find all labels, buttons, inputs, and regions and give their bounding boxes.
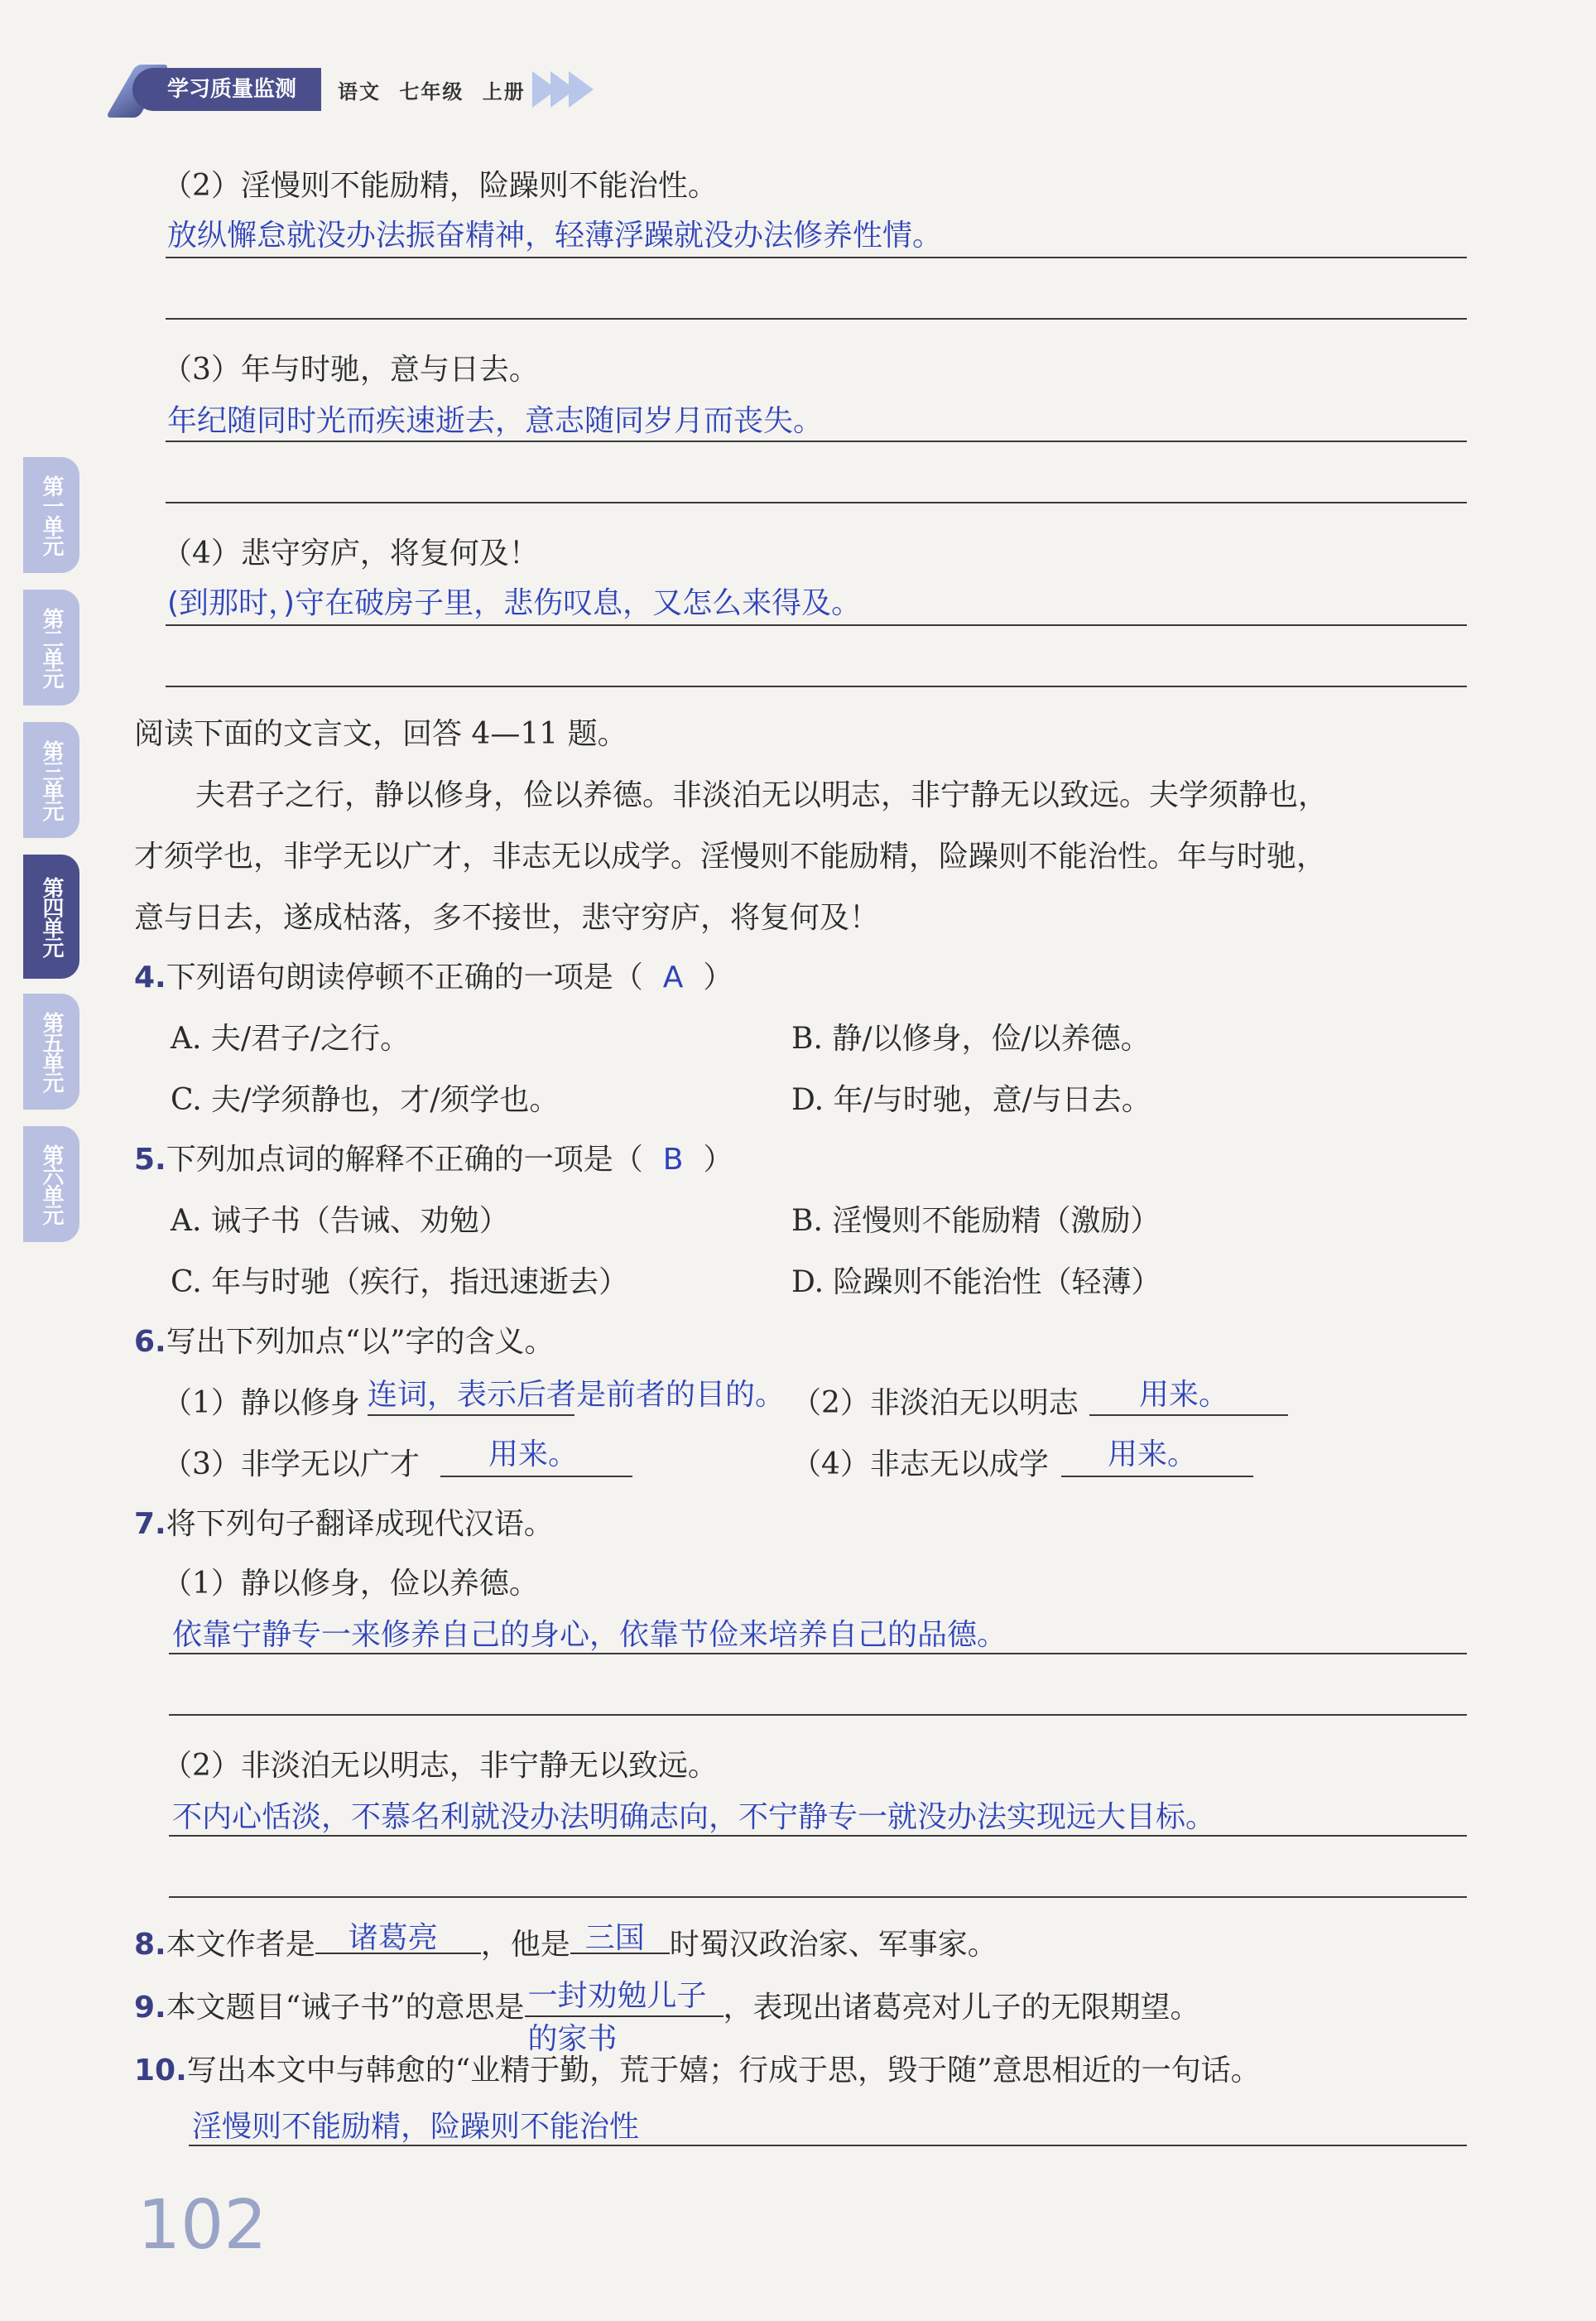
passage-line-3: 意与日去，遂成枯落，多不接世，悲守穷庐，将复何及！	[134, 901, 880, 935]
q5-stem	[134, 1136, 733, 1178]
page-number: 102	[137, 2186, 267, 2265]
q6-item-2-answer: 用来。	[1139, 1378, 1229, 1412]
blank-line	[368, 1414, 574, 1416]
q9-text-b: ，表现出诸葛亮对儿子的无限期望。	[723, 1991, 1200, 2025]
answer-line	[166, 686, 1467, 687]
q9-blank	[525, 1979, 723, 2056]
q9-answer-line2: 的家书	[527, 2022, 618, 2056]
q10-number: 10.	[134, 2054, 187, 2087]
s3-q4-prompt: （4）悲守穷庐，将复何及！	[162, 537, 539, 571]
series-tag: 学习质量监测	[132, 68, 321, 111]
q10-stem-text: 写出本文中与韩愈的“业精于勤，荒于嬉；行成于思，毁于随”意思相近的一句话。	[186, 2054, 1261, 2087]
q6-item-2-label: （2）非淡泊无以明志	[791, 1386, 1079, 1420]
q6-item-4-label: （4）非志无以成学	[791, 1447, 1049, 1481]
q5-answer: B	[662, 1143, 684, 1177]
q6-item-1-label: （1）静以修身	[162, 1386, 360, 1420]
answer-line	[166, 318, 1467, 320]
q8-text-a: 本文作者是	[166, 1928, 315, 1962]
passage-line-2: 才须学也，非学无以广才，非志无以成学。淫慢则不能励精，险躁则不能治性。年与时驰，	[134, 840, 1327, 874]
q4-option-a: A. 夫/君子/之行。	[171, 1022, 411, 1056]
q8-stem	[134, 1921, 997, 1963]
q5-option-c: C. 年与时驰（疾行，指迅速逝去）	[171, 1265, 629, 1299]
q8-text-c: 时蜀汉政治家、军事家。	[669, 1928, 997, 1962]
q5-option-d: D. 险躁则不能治性（轻薄）	[791, 1265, 1161, 1299]
subject-info: 语文 七年级 上册	[338, 79, 526, 104]
answer-line	[166, 624, 1467, 626]
q4-stem-text: 下列语句朗读停顿不正确的一项是（	[166, 961, 643, 994]
q4-stem	[134, 954, 733, 996]
q8-answer-1: 诸葛亮	[348, 1921, 438, 1955]
blank-line	[1089, 1414, 1288, 1416]
q4-option-d: D. 年/与时驰，意/与日去。	[791, 1083, 1151, 1117]
q5-stem-close: ）	[703, 1143, 733, 1177]
q6-item-3-answer: 用来。	[488, 1437, 579, 1471]
tab-unit-2[interactable]: 第二单元	[23, 590, 79, 705]
q8-blank-1	[315, 1923, 481, 1954]
q9-text-a: 本文题目“诫子书”的意思是	[166, 1991, 525, 2025]
q7-stem	[134, 1500, 554, 1543]
s3-q3-answer: 年纪随同时光而疾速逝去，意志随同岁月而丧失。	[167, 404, 824, 438]
q4-option-b: B. 静/以修身，俭/以养德。	[791, 1022, 1151, 1056]
q6-item-1-answer: 连词，表示后者是前者的目的。	[368, 1378, 786, 1412]
q9-stem	[134, 1979, 1200, 2056]
blank-line	[440, 1476, 632, 1477]
q4-option-c: C. 夫/学须静也，才/须学也。	[171, 1083, 560, 1117]
chevron-arrows-icon	[539, 71, 594, 108]
answer-line	[166, 441, 1467, 442]
q7-item-1-answer: 依靠宁静专一来修养自己的身心，依靠节俭来培养自己的品德。	[172, 1618, 1007, 1652]
tab-unit-3[interactable]: 第三单元	[23, 722, 79, 838]
q9-answer-line1: 一封劝勉儿子	[527, 1979, 707, 2013]
answer-line	[166, 502, 1467, 503]
q8-text-b: ，他是	[480, 1928, 570, 1962]
q6-item-3-label: （3）非学无以广才	[162, 1447, 420, 1481]
answer-line	[169, 1714, 1467, 1716]
q6-item-4-answer: 用来。	[1108, 1437, 1198, 1471]
q6-stem	[134, 1318, 555, 1360]
q4-answer: A	[662, 961, 684, 994]
page-header	[132, 68, 594, 111]
q6-number: 6.	[134, 1325, 166, 1359]
q7-item-2-prompt: （2）非淡泊无以明志，非宁静无以致远。	[162, 1749, 718, 1783]
tab-unit-1[interactable]: 第一单元	[23, 457, 79, 573]
s3-q4-answer: (到那时，)守在破房子里，悲伤叹息，又怎么来得及。	[167, 586, 862, 620]
passage-line-1: 夫君子之行，静以修身，俭以养德。非淡泊无以明志，非宁静无以致远。夫学须静也，	[195, 778, 1329, 812]
tab-unit-5[interactable]: 第五单元	[23, 994, 79, 1110]
q9-number: 9.	[134, 1991, 166, 2025]
answer-line	[169, 1896, 1467, 1898]
answer-line	[189, 2145, 1467, 2146]
tab-unit-6[interactable]: 第六单元	[23, 1126, 79, 1242]
s3-q3-prompt: （3）年与时驰，意与日去。	[162, 353, 539, 387]
q10-stem	[134, 2047, 1261, 2089]
q7-item-1-prompt: （1）静以修身，俭以养德。	[162, 1567, 539, 1601]
answer-line	[169, 1835, 1467, 1837]
q7-item-2-answer: 不内心恬淡，不慕名利就没办法明确志向，不宁静专一就没办法实现远大目标。	[172, 1800, 1216, 1834]
q4-number: 4.	[134, 961, 166, 994]
blank-line	[1061, 1476, 1253, 1477]
q10-answer: 淫慢则不能励精，险躁则不能治性	[192, 2110, 640, 2144]
q5-option-a: A. 诫子书（告诫、劝勉）	[171, 1204, 509, 1238]
q8-number: 8.	[134, 1928, 166, 1962]
q4-stem-close: ）	[703, 961, 733, 994]
answer-line	[169, 1653, 1467, 1654]
q5-number: 5.	[134, 1143, 166, 1177]
q6-stem-text: 写出下列加点“以”字的含义。	[166, 1325, 555, 1359]
reading-instruction: 阅读下面的文言文，回答 4—11 题。	[134, 717, 627, 751]
s3-q2-prompt: （2）淫慢则不能励精，险躁则不能治性。	[162, 169, 718, 203]
answer-line	[166, 257, 1467, 258]
q5-option-b: B. 淫慢则不能励精（激励）	[791, 1204, 1161, 1238]
q8-answer-2: 三国	[584, 1921, 645, 1955]
tab-unit-4[interactable]: 第四单元	[23, 855, 79, 979]
q7-number: 7.	[134, 1507, 166, 1541]
q7-stem-text: 将下列句子翻译成现代汉语。	[166, 1507, 554, 1541]
q5-stem-text: 下列加点词的解释不正确的一项是（	[166, 1143, 643, 1177]
s3-q2-answer: 放纵懈怠就没办法振奋精神，轻薄浮躁就没办法修养性情。	[167, 219, 943, 253]
q8-blank-2	[570, 1923, 670, 1954]
